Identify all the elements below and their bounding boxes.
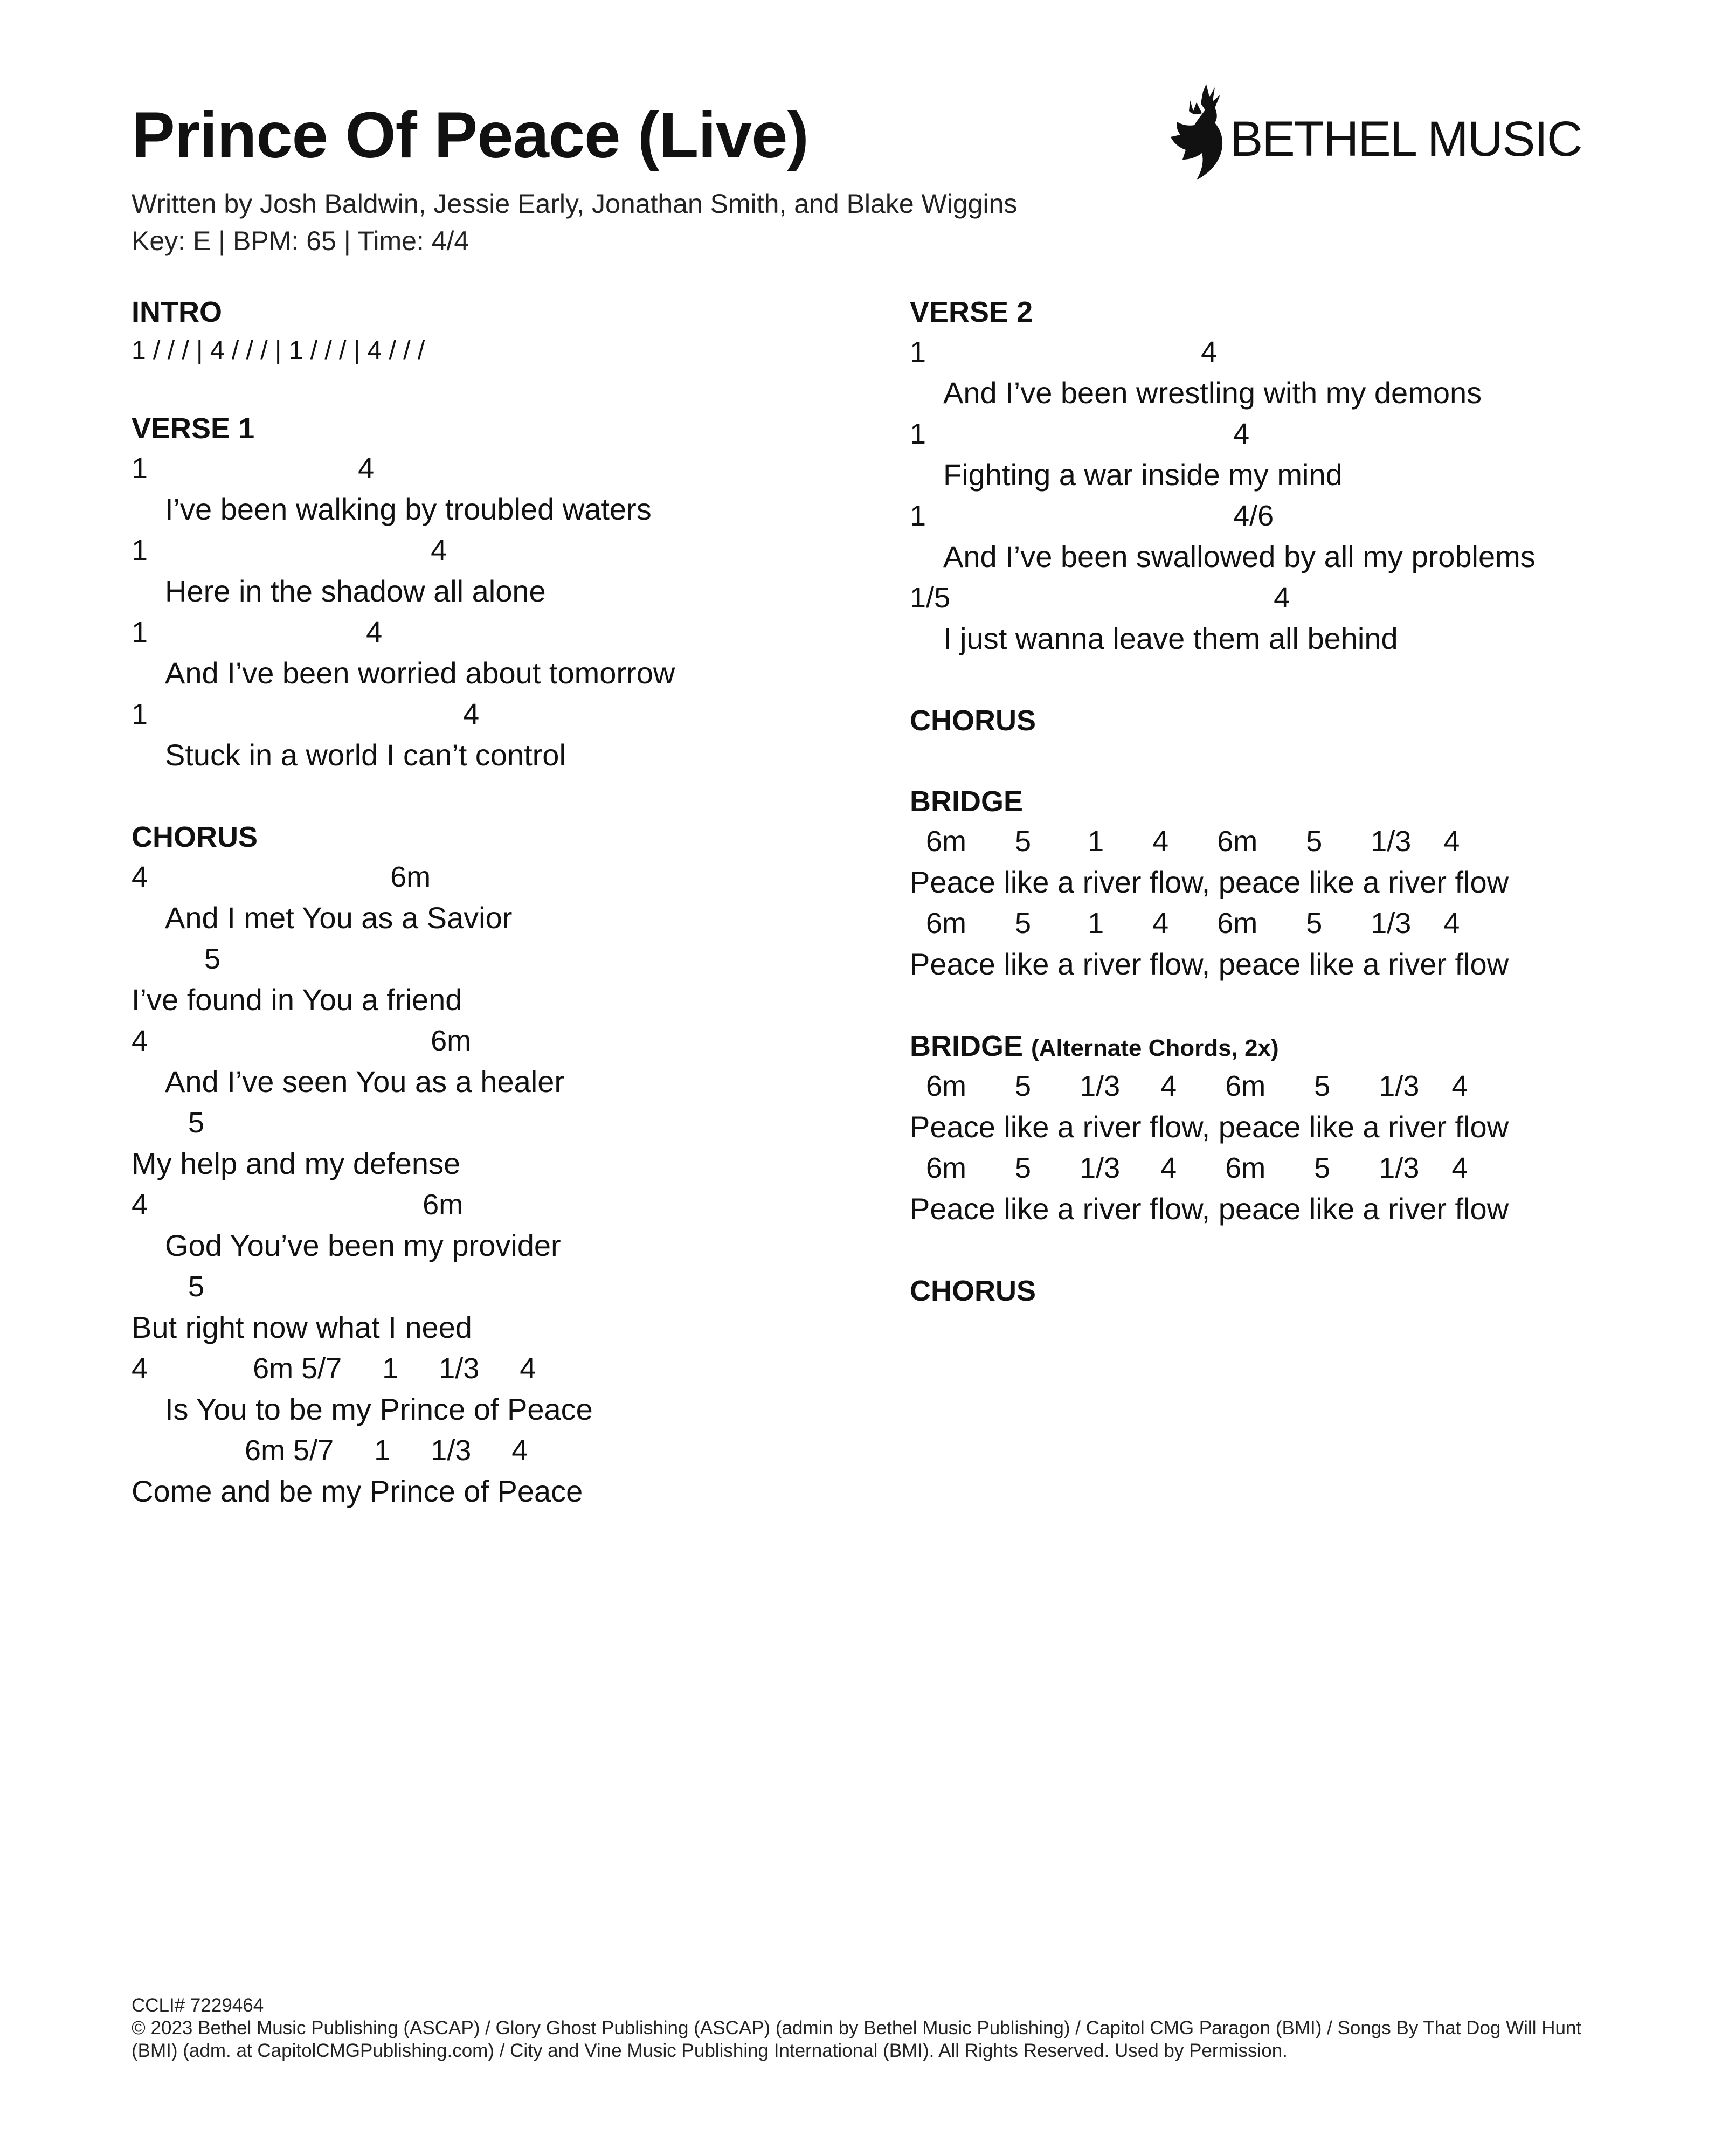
chord-line: 1 4 (910, 418, 1250, 450)
song-title: Prince Of Peace (Live) (132, 98, 808, 171)
chord-line: 4 6m (132, 861, 431, 893)
chord-line: 1 4 (132, 534, 447, 566)
chord-line: 6m 5 1/3 4 6m 5 1/3 4 (910, 1152, 1468, 1184)
lyric-line: I just wanna leave them all behind (943, 621, 1398, 655)
chord-line: 6m 5/7 1 1/3 4 (132, 1434, 528, 1467)
chord-line: 1 4 (132, 698, 480, 730)
chord-line: 1/5 4 (910, 582, 1290, 614)
chord-line: 1 4/6 (910, 500, 1274, 532)
section-verse-2 (910, 291, 1536, 660)
section-chorus-repeat (910, 700, 1536, 741)
lyric-line: I’ve found in You a friend (132, 983, 462, 1017)
chord-line: 6m 5 1 4 6m 5 1/3 4 (910, 907, 1460, 939)
chord-line: 5 (132, 1107, 205, 1139)
right-column (910, 291, 1536, 1351)
lyric-line: And I’ve seen You as a healer (165, 1065, 565, 1098)
lyric-line: Peace like a river flow, peace like a river flow (910, 865, 1509, 899)
chord-line: 4 6m 5/7 1 1/3 4 (132, 1352, 536, 1385)
left-column (132, 291, 675, 1552)
copyright-footer (132, 1994, 1598, 2062)
section-chorus (132, 816, 675, 1512)
lyric-line: Is You to be my Prince of Peace (165, 1392, 593, 1426)
section-heading (910, 1025, 1536, 1066)
section-lines (132, 857, 675, 1512)
section-bridge (910, 780, 1536, 985)
lyric-line: But right now what I need (132, 1310, 472, 1344)
chord-line: 5 (132, 943, 221, 975)
chord-line: 1 4 (910, 336, 1218, 368)
section-heading: INTRO (132, 296, 222, 328)
section-heading: VERSE 1 (132, 412, 255, 445)
lyric-line: Peace like a river flow, peace like a river flow (910, 1192, 1509, 1226)
lyric-line: Stuck in a world I can’t control (165, 738, 566, 772)
lyric-line: And I’ve been swallowed by all my problems (943, 540, 1536, 573)
chord-line: 6m 5 1 4 6m 5 1/3 4 (910, 825, 1460, 858)
section-lines (910, 1066, 1536, 1230)
section-heading: CHORUS (910, 1275, 1036, 1307)
section-heading-title: BRIDGE (910, 1030, 1024, 1062)
lyric-line: And I’ve been worried about tomorrow (165, 656, 675, 690)
bethel-music-logo (1164, 81, 1582, 183)
section-heading: VERSE 2 (910, 296, 1033, 328)
copyright-text: © 2023 Bethel Music Publishing (ASCAP) / Glory Ghost Publishing (ASCAP) (admin by Bethel Music Publishing) / Capitol CMG Paragon (BMI) / Songs By That Dog Will Hunt (BMI) (adm. at CapitolCMGPublishing.com) / City and Vine Music Publishing International (BMI). All Rights Reserved. Used by Permission. (132, 2017, 1582, 2061)
section-bridge-alternate (910, 1025, 1536, 1230)
section-heading: BRIDGE (910, 785, 1024, 818)
section-lines (910, 332, 1536, 660)
section-intro (132, 291, 675, 370)
lyric-line: Here in the shadow all alone (165, 574, 546, 608)
lyric-line: And I met You as a Savior (165, 901, 513, 935)
chord-line: 4 6m (132, 1188, 464, 1221)
intro-chord-progression: 1 / / / | 4 / / / | 1 / / / | 4 / / / (132, 336, 425, 365)
lyric-line: Peace like a river flow, peace like a river flow (910, 947, 1509, 981)
chord-line: 5 (132, 1270, 205, 1303)
section-verse-1 (132, 407, 675, 776)
lyric-line: Peace like a river flow, peace like a river flow (910, 1110, 1509, 1144)
lyric-line: Fighting a war inside my mind (943, 458, 1343, 492)
chord-line: 1 4 (132, 452, 375, 485)
stag-head-icon (1164, 81, 1229, 183)
section-lines (132, 448, 675, 776)
section-lines (910, 821, 1536, 985)
chord-line: 6m 5 1/3 4 6m 5 1/3 4 (910, 1070, 1468, 1102)
section-heading-note: (Alternate Chords, 2x) (1031, 1035, 1279, 1061)
songwriters: Written by Josh Baldwin, Jessie Early, Jonathan Smith, and Blake Wiggins (132, 189, 1018, 219)
key-bpm-time: Key: E | BPM: 65 | Time: 4/4 (132, 226, 469, 256)
brand-name: BETHEL MUSIC (1230, 112, 1582, 167)
lyric-line: God You’ve been my provider (165, 1228, 561, 1262)
section-heading: CHORUS (910, 704, 1036, 737)
section-chorus-repeat (910, 1270, 1536, 1311)
chord-line: 4 6m (132, 1025, 472, 1057)
section-heading: CHORUS (132, 821, 258, 853)
lyric-line: My help and my defense (132, 1146, 461, 1180)
chord-line: 1 4 (132, 616, 383, 648)
ccli-number: CCLI# 7229464 (132, 1995, 264, 2016)
lyric-line: And I’ve been wrestling with my demons (943, 376, 1482, 410)
lyric-line: Come and be my Prince of Peace (132, 1474, 583, 1508)
lyric-line: I’ve been walking by troubled waters (165, 492, 652, 526)
